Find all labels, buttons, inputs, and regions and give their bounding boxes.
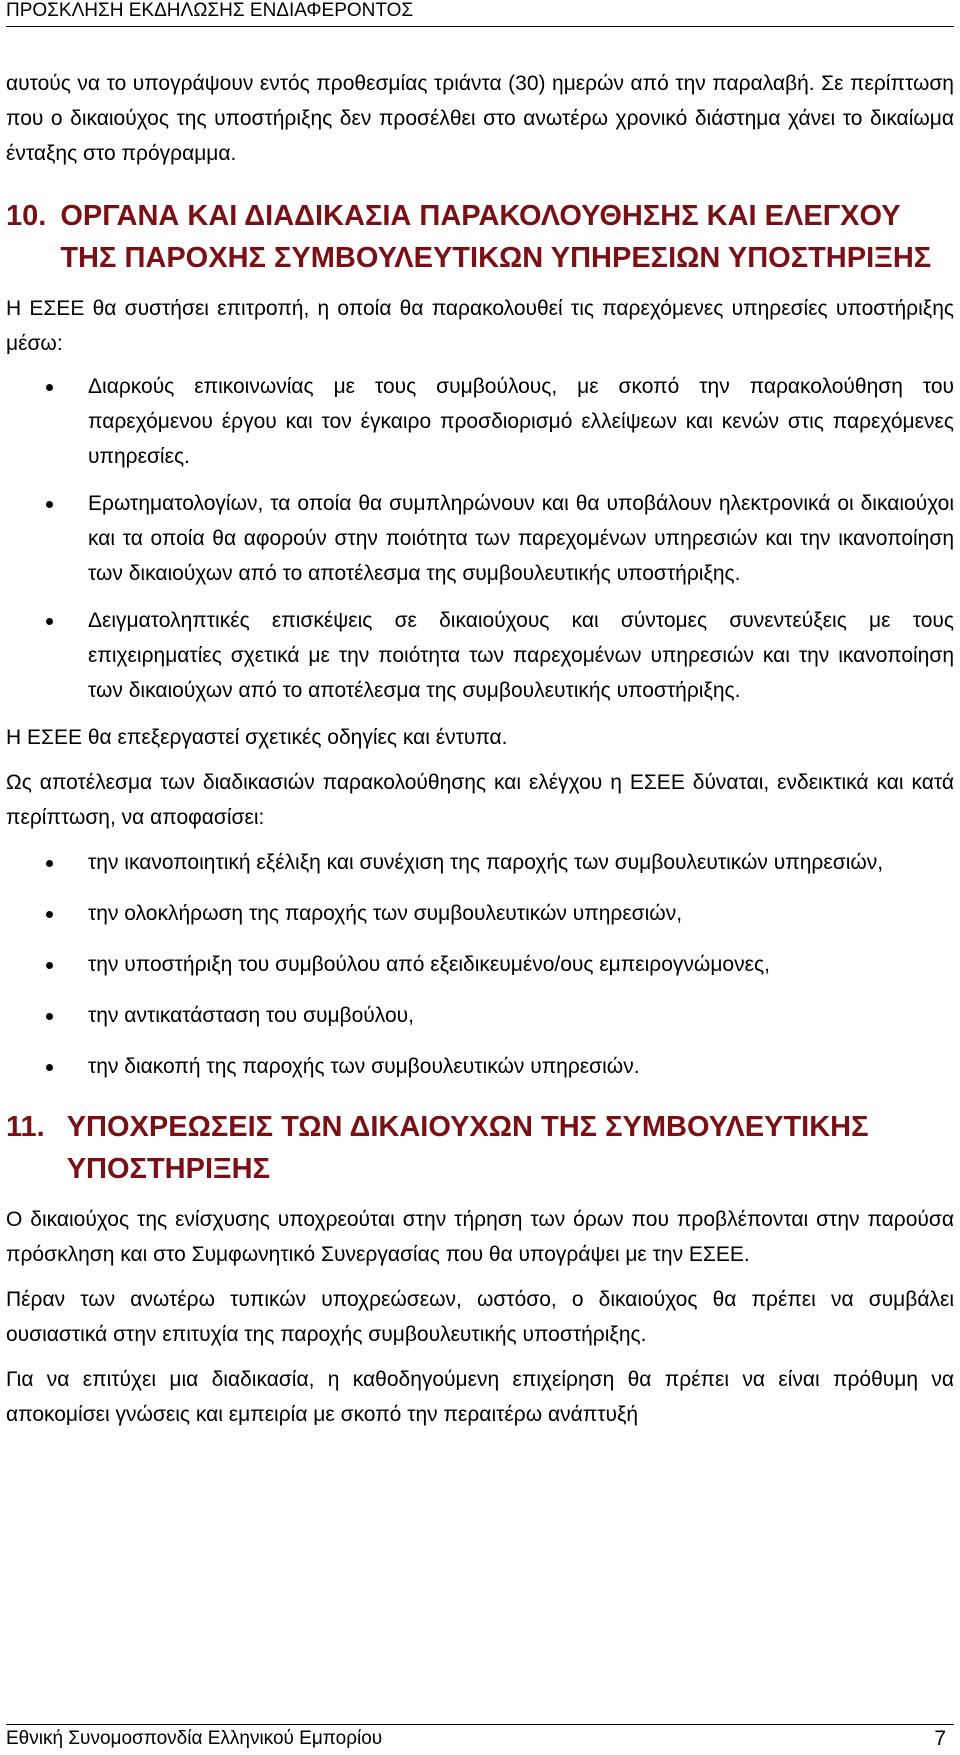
section-11-paragraph-3: Για να επιτύχει μια διαδικασία, η καθοδηγούμενη επιχείρηση θα πρέπει να είναι πρόθυμη να αποκομίσει γνώσεις και εμπειρία με σκοπό την περαιτέρω ανάπτυξή — [6, 1368, 954, 1426]
list-item-text: την διακοπή της παροχής των συμβουλευτικών υπηρεσιών. — [88, 1055, 640, 1078]
bullet-icon — [46, 911, 53, 918]
section-10-title: ΟΡΓΑΝΑ ΚΑΙ ΔΙΑΔΙΚΑΣΙΑ ΠΑΡΑΚΟΛΟΥΘΗΣΗΣ ΚΑΙ ΕΛΕΓΧΟΥ ΤΗΣ ΠΑΡΟΧΗΣ ΣΥΜΒΟΥΛΕΥΤΙΚΩΝ ΥΠΗΡΕΣΙΩΝ ΥΠΟΣΤΗΡΙΞΗΣ — [60, 200, 932, 274]
section-11-number: 11. — [6, 1111, 45, 1143]
list-item-text: την ολοκλήρωση της παροχής των συμβουλευτικών υπηρεσιών, — [88, 902, 683, 925]
list-item — [6, 486, 954, 591]
page-header — [6, 0, 954, 27]
list-item-text: Διαρκούς επικοινωνίας με τους συμβούλους, με σκοπό την παρακολούθηση του παρεχόμενου έργου και τον έγκαιρο προσδιορισμό ελλείψεων και κενών στις παρεχόμενες υπηρεσίες. — [88, 375, 954, 468]
decisions-list — [6, 845, 954, 1084]
bullet-icon — [46, 1064, 53, 1071]
section-10-heading — [6, 195, 954, 279]
section-10-paragraph-2: Η ΕΣΕΕ θα επεξεργαστεί σχετικές οδηγίες και έντυπα. — [6, 726, 508, 749]
bullet-icon — [46, 618, 53, 625]
section-10-lead: Η ΕΣΕΕ θα συστήσει επιτροπή, η οποία θα παρακολουθεί τις παρεχόμενες υπηρεσίες υποστήριξης μέσω: — [6, 297, 954, 355]
bullet-icon — [46, 1013, 53, 1020]
list-item — [6, 998, 954, 1033]
page-content — [6, 66, 954, 1432]
section-11-paragraph-1: Ο δικαιούχος της ενίσχυσης υποχρεούται στην τήρηση των όρων που προβλέπονται στην παρούσα πρόσκληση και στο Συμφωνητικό Συνεργασίας που θα υπογράψει με την ΕΣΕΕ. — [6, 1208, 954, 1266]
bullet-icon — [46, 501, 53, 508]
list-item — [6, 1049, 954, 1084]
list-item-text: την αντικατάσταση του συμβούλου, — [88, 1004, 414, 1027]
list-item-text: Δειγματοληπτικές επισκέψεις σε δικαιούχους και σύντομες συνεντεύξεις με τους επιχειρηματίες σχετικά με την ποιότητα των παρεχομένων υπηρεσιών και την ικανοποίηση των δικαιούχων από το αποτέλεσμα της συμβουλευτικής υποστήριξης. — [88, 609, 954, 702]
list-item-text: την ικανοποιητική εξέλιξη και συνέχιση της παροχής των συμβουλευτικών υπηρεσιών, — [88, 851, 884, 874]
header-title: ΠΡΟΣΚΛΗΣΗ ΕΚΔΗΛΩΣΗΣ ΕΝΔΙΑΦΕΡΟΝΤΟΣ — [6, 0, 414, 21]
monitoring-methods-list — [6, 369, 954, 708]
list-item — [6, 896, 954, 931]
section-11-title: ΥΠΟΧΡΕΩΣΕΙΣ ΤΩΝ ΔΙΚΑΙΟΥΧΩΝ ΤΗΣ ΣΥΜΒΟΥΛΕΥΤΙΚΗΣ ΥΠΟΣΤΗΡΙΞΗΣ — [66, 1111, 869, 1185]
section-10-paragraph-3: Ως αποτέλεσμα των διαδικασιών παρακολούθησης και ελέγχου η ΕΣΕΕ δύναται, ενδεικτικά και κατά περίπτωση, να αποφασίσει: — [6, 771, 954, 829]
list-item-text: Ερωτηματολογίων, τα οποία θα συμπληρώνουν και θα υποβάλουν ηλεκτρονικά οι δικαιούχοι και τα οποία θα αφορούν στην ποιότητα των παρεχομένων υπηρεσιών και την ικανοποίηση των δικαιούχων από το αποτέλεσμα της συμβουλευτικής υποστήριξης. — [88, 492, 954, 585]
bullet-icon — [46, 384, 53, 391]
list-item-text: την υποστήριξη του συμβούλου από εξειδικευμένο/ους εμπειρογνώμονες, — [88, 953, 770, 976]
page-number: 7 — [934, 1727, 946, 1750]
list-item — [6, 369, 954, 474]
section-10-number: 10. — [6, 200, 47, 232]
list-item — [6, 603, 954, 708]
section-11-paragraph-2: Πέραν των ανωτέρω τυπικών υποχρεώσεων, ωστόσο, ο δικαιούχος θα πρέπει να συμβάλει ουσιαστικά στην επιτυχία της παροχής συμβουλευτικής υποστήριξης. — [6, 1288, 954, 1346]
page-footer — [6, 1724, 954, 1755]
list-item — [6, 947, 954, 982]
intro-paragraph: αυτούς να το υπογράψουν εντός προθεσμίας τριάντα (30) ημερών από την παραλαβή. Σε περίπτωση που ο δικαιούχος της υποστήριξης δεν προσέλθει στο ανωτέρω χρονικό διάστημα χάνει το δικαίωμα ένταξης στο πρόγραμμα. — [6, 72, 954, 165]
bullet-icon — [46, 962, 53, 969]
section-11-heading — [6, 1106, 954, 1190]
footer-organization: Εθνική Συνομοσπονδία Ελληνικού Εμπορίου — [6, 1728, 383, 1749]
bullet-icon — [46, 860, 53, 867]
list-item — [6, 845, 954, 880]
